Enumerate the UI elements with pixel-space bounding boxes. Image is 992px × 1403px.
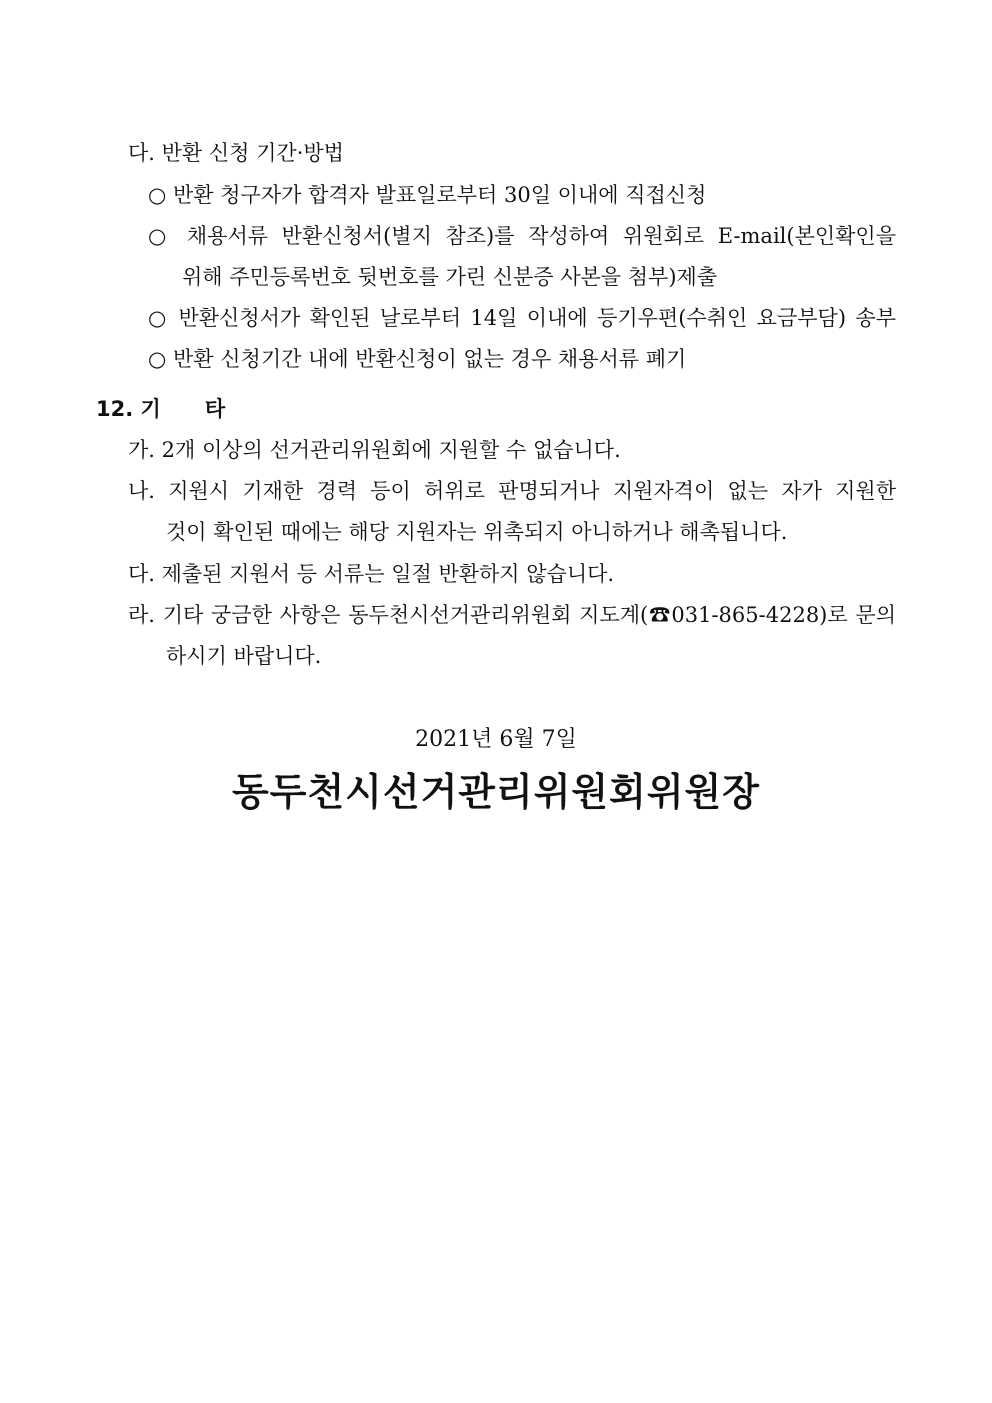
bullet-item-continuation: 위해 주민등록번호 뒷번호를 가린 신분증 사본을 첨부)제출 bbox=[182, 265, 718, 289]
section-12-title-first: 기 bbox=[140, 397, 161, 421]
section-12-number: 12. bbox=[96, 397, 134, 421]
list-item-continuation: 하시기 바랍니다. bbox=[166, 644, 322, 668]
list-item: 다. 제출된 지원서 등 서류는 일절 반환하지 않습니다. bbox=[128, 562, 615, 586]
section-12-heading bbox=[96, 394, 225, 424]
list-item: 가. 2개 이상의 선거관리위원회에 지원할 수 없습니다. bbox=[128, 438, 621, 462]
signer-name: 동두천시선거관리위원회위원장 bbox=[232, 769, 760, 814]
list-item: 라. 기타 궁금한 사항은 동두천시선거관리위원회 지도계(☎031-865-4228)로 문의 bbox=[128, 603, 896, 627]
bullet-item: ○ 반환 청구자가 합격자 발표일로부터 30일 이내에 직접신청 bbox=[148, 183, 707, 207]
document-date: 2021년 6월 7일 bbox=[415, 727, 577, 752]
bullet-item: ○ 채용서류 반환신청서(별지 참조)를 작성하여 위원회로 E-mail(본인확인을 bbox=[148, 224, 896, 248]
section-da-title: 다. 반환 신청 기간·방법 bbox=[128, 141, 344, 165]
list-item: 나. 지원시 기재한 경력 등이 허위로 판명되거나 지원자격이 없는 자가 지원한 bbox=[128, 479, 896, 503]
bullet-item: ○ 반환 신청기간 내에 반환신청이 없는 경우 채용서류 폐기 bbox=[148, 347, 687, 371]
section-12-title-second: 타 bbox=[204, 397, 226, 421]
list-item-continuation: 것이 확인된 때에는 해당 지원자는 위촉되지 아니하거나 해촉됩니다. bbox=[166, 520, 788, 544]
bullet-item: ○ 반환신청서가 확인된 날로부터 14일 이내에 등기우편(수취인 요금부담) 송부 bbox=[148, 306, 896, 330]
